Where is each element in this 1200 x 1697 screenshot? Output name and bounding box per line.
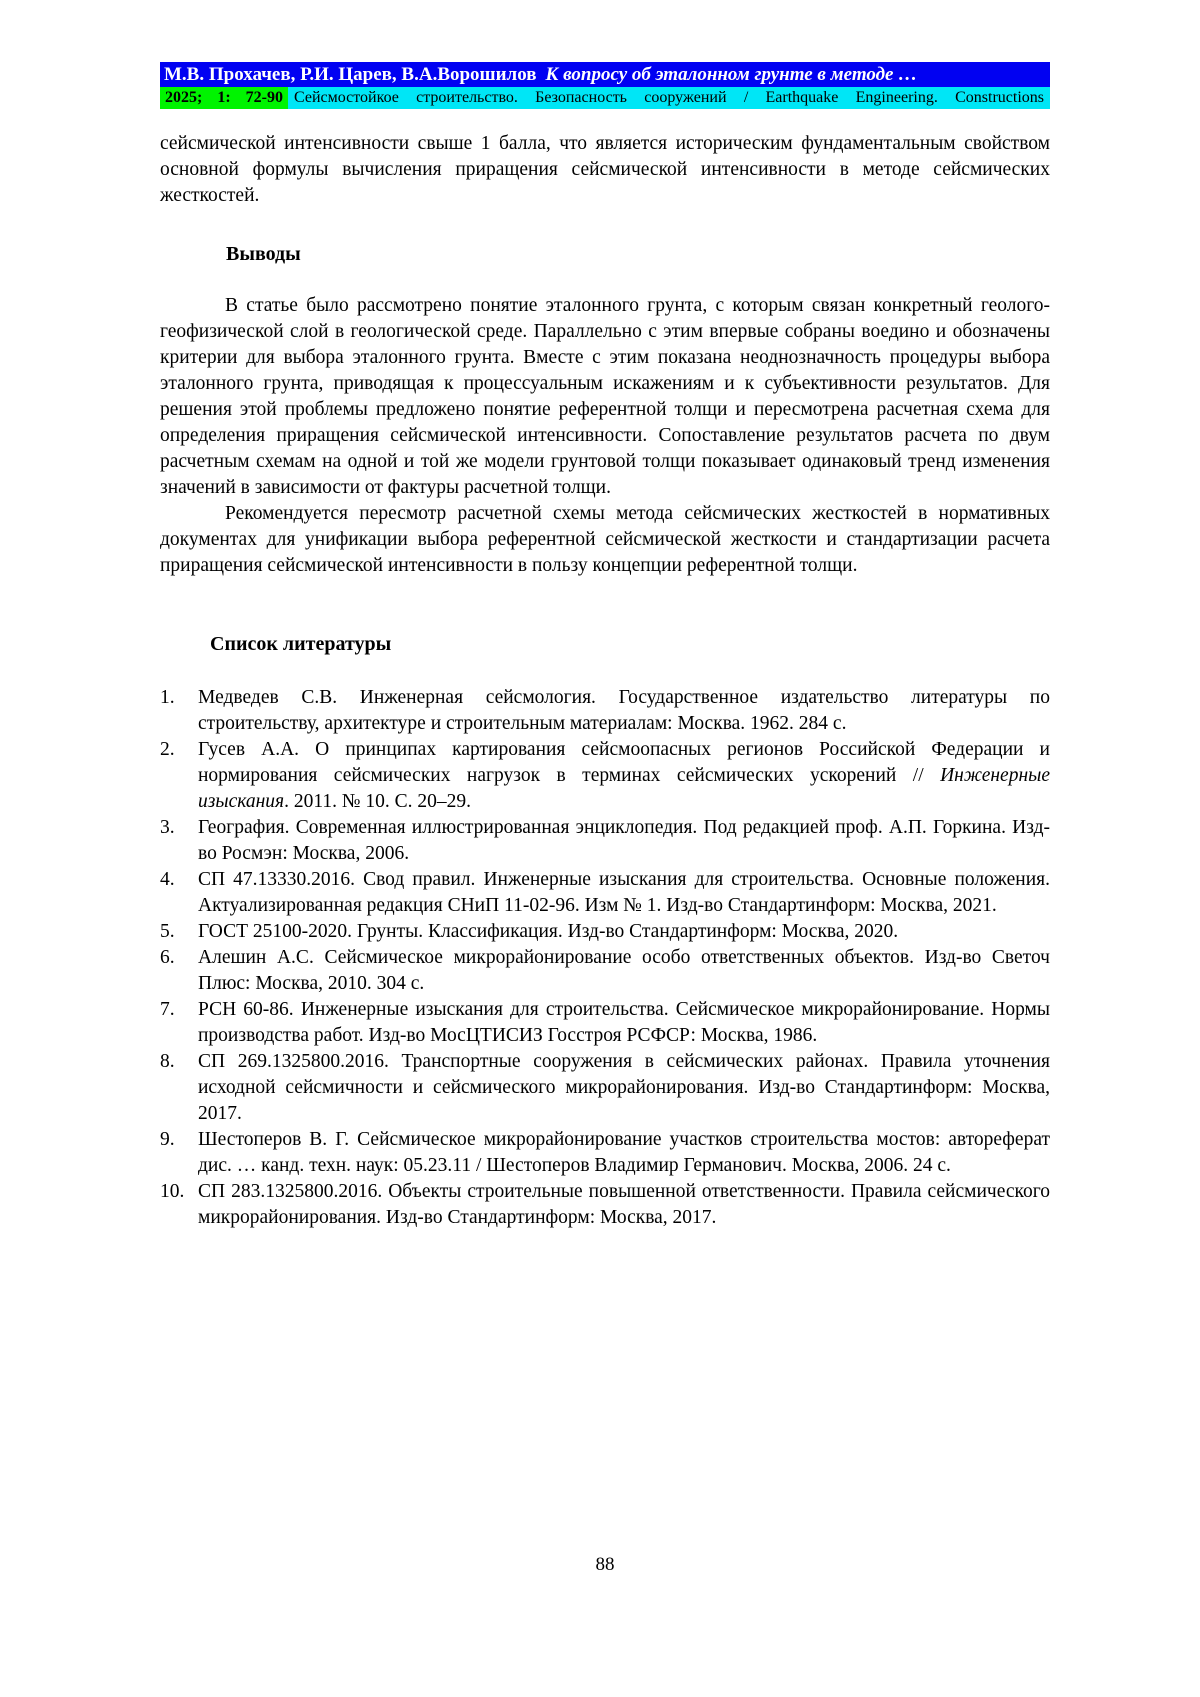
header-article-title: К вопросу об эталонном грунте в методе … bbox=[545, 64, 918, 85]
reference-number: 2. bbox=[160, 739, 175, 760]
header-journal-title: Сейсмостойкое строительство. Безопасность сооружений / Earthquake Engineering. Constructions bbox=[288, 87, 1050, 109]
reference-item bbox=[160, 815, 1050, 867]
reference-text: География. Современная иллюстрированная энциклопедия. Под редакцией проф. А.П. Горкина. Изд-во Росмэн: Москва, 2006. bbox=[198, 817, 1050, 864]
running-header-title-bar bbox=[160, 62, 1050, 87]
reference-text-italic: Инженерные изыскания bbox=[198, 765, 1050, 812]
reference-item bbox=[160, 919, 1050, 945]
header-issue-cell bbox=[160, 87, 288, 109]
reference-text: РСН 60-86. Инженерные изыскания для строительства. Сейсмическое микрорайонирование. Нормы производства работ. Изд-во МосЦТИСИЗ Госстроя РСФСР: Москва, 1986. bbox=[198, 999, 1050, 1046]
reference-number: 4. bbox=[160, 869, 175, 890]
reference-text: . 2011. № 10. С. 20–29. bbox=[284, 791, 471, 812]
reference-item bbox=[160, 1049, 1050, 1127]
content-column bbox=[160, 62, 1050, 1231]
conclusions-paragraph-1: В статье было рассмотрено понятие эталонного грунта, с которым связан конкретный геолого-геофизической слой в геологической среде. Параллельно с этим впервые собраны воедино и обозначены критерии для выбора эталонного грунта. Вместе с этим показана неоднозначность процедуры выбора эталонного грунта, приводящая к процессуальным искажениям и к субъективности результатов. Для решения этой проблемы предложено понятие референтной толщи и пересмотрена расчетная схема для определения приращения сейсмической интенсивности. Сопоставление результатов расчета по двум расчетным схемам на одной и той же модели грунтовой толщи показывает одинаковый тренд изменения значений в зависимости от фактуры расчетной толщи. bbox=[160, 295, 1050, 498]
references-list bbox=[160, 685, 1050, 1231]
reference-number: 9. bbox=[160, 1129, 175, 1150]
header-issue-number: 1: bbox=[217, 89, 231, 106]
reference-text: ГОСТ 25100-2020. Грунты. Классификация. Изд-во Стандартинформ: Москва, 2020. bbox=[198, 921, 899, 942]
reference-item bbox=[160, 1127, 1050, 1179]
reference-number: 5. bbox=[160, 921, 175, 942]
reference-number: 1. bbox=[160, 687, 175, 708]
header-authors: М.В. Прохачев, Р.И. Царев, В.А.Ворошилов bbox=[164, 64, 537, 85]
header-issue-pages: 72-90 bbox=[245, 89, 283, 106]
references-heading: Список литературы bbox=[210, 633, 392, 655]
reference-item bbox=[160, 945, 1050, 997]
reference-number: 7. bbox=[160, 999, 175, 1020]
reference-number: 6. bbox=[160, 947, 175, 968]
reference-item bbox=[160, 685, 1050, 737]
reference-text: СП 269.1325800.2016. Транспортные сооружения в сейсмических районах. Правила уточнения исходной сейсмичности и сейсмического микрорайонирования. Изд-во Стандартинформ: Москва, 2017. bbox=[198, 1051, 1050, 1124]
reference-number: 3. bbox=[160, 817, 175, 838]
reference-text: СП 47.13330.2016. Свод правил. Инженерные изыскания для строительства. Основные положения. Актуализированная редакция СНиП 11-02-96. Изм № 1. Изд-во Стандартинформ: Москва, 2021. bbox=[198, 869, 1050, 916]
conclusions-heading: Выводы bbox=[226, 243, 301, 265]
reference-item bbox=[160, 737, 1050, 815]
reference-text: Шестоперов В. Г. Сейсмическое микрорайонирование участков строительства мостов: автореферат дис. … канд. техн. наук: 05.23.11 / Шестоперов Владимир Германович. Москва, 2006. 24 с. bbox=[198, 1129, 1050, 1176]
paragraph-continuation: сейсмической интенсивности свыше 1 балла, что является историческим фундаментальным свойством основной формулы вычисления приращения сейсмической интенсивности в методе сейсмических жесткостей. bbox=[160, 133, 1050, 206]
reference-item bbox=[160, 997, 1050, 1049]
reference-text: Медведев С.В. Инженерная сейсмология. Государственное издательство литературы по строительству, архитектуре и строительным материалам: Москва. 1962. 284 с. bbox=[198, 687, 1050, 734]
reference-number: 8. bbox=[160, 1051, 175, 1072]
reference-number: 10. bbox=[160, 1181, 185, 1202]
page-number: 88 bbox=[595, 1554, 615, 1575]
reference-text: Гусев А.А. О принципах картирования сейсмоопасных регионов Российской Федерации и нормирования сейсмических нагрузок в терминах сейсмических ускорений // bbox=[198, 739, 1050, 786]
reference-item bbox=[160, 1179, 1050, 1231]
conclusions-paragraph-2: Рекомендуется пересмотр расчетной схемы метода сейсмических жесткостей в нормативных документах для унификации выбора референтной сейсмической жесткости и стандартизации расчета приращения сейсмической интенсивности в пользу концепции референтной толщи. bbox=[160, 503, 1050, 576]
header-issue-year: 2025; bbox=[165, 89, 203, 106]
running-header-meta-bar bbox=[160, 87, 1050, 109]
reference-item bbox=[160, 867, 1050, 919]
reference-text: Алешин А.С. Сейсмическое микрорайонирование особо ответственных объектов. Изд-во Светоч Плюс: Москва, 2010. 304 с. bbox=[198, 947, 1050, 994]
reference-text: СП 283.1325800.2016. Объекты строительные повышенной ответственности. Правила сейсмического микрорайонирования. Изд-во Стандартинформ: Москва, 2017. bbox=[198, 1181, 1050, 1228]
